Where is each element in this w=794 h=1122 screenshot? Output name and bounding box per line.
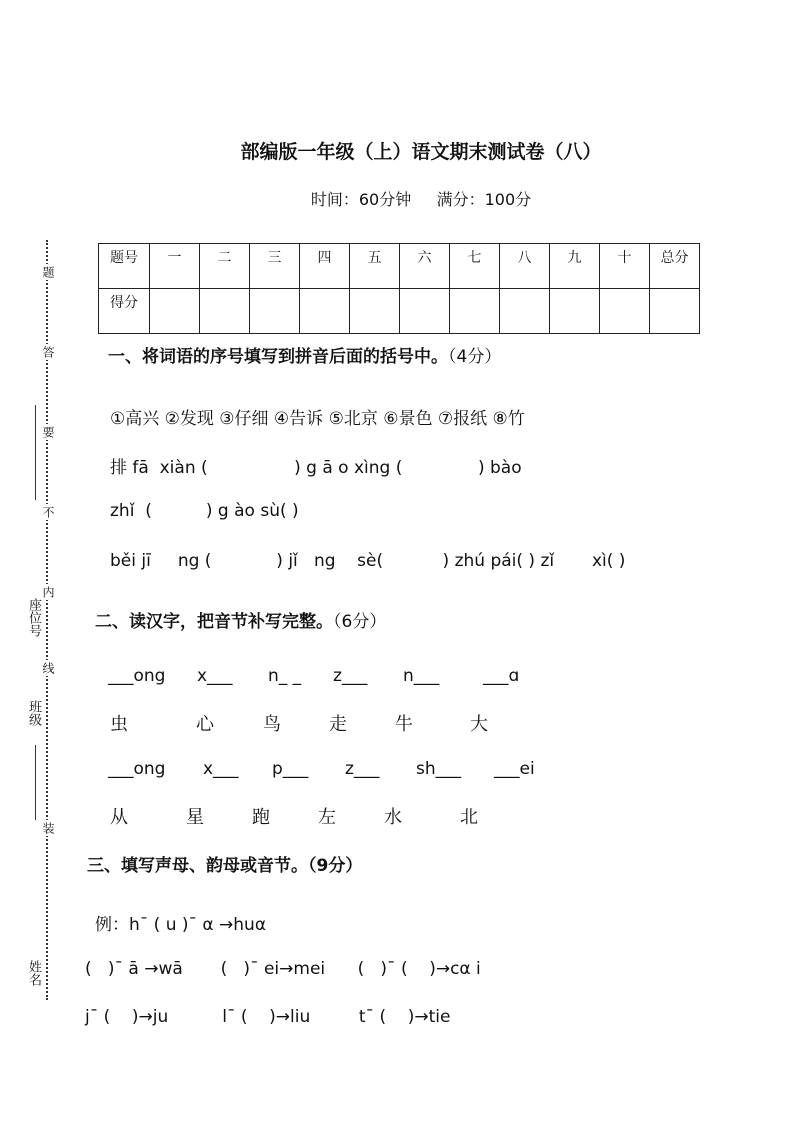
- section3-line-1: ( )¯ ā →wā ( )¯ ei→mei ( )¯ ( )→cα i: [85, 959, 481, 979]
- pinyin-blank-7: ___ong: [108, 759, 166, 779]
- binding-mark-yao: 要: [41, 426, 55, 438]
- col-9: 九: [550, 244, 600, 289]
- section1-pinyin-line-2: zhǐ ( ) g ào sù( ): [110, 501, 299, 521]
- pinyin-blank-8: x___: [203, 759, 239, 779]
- seat-number-label: 座位号: [26, 598, 41, 637]
- score-cell: [200, 289, 250, 334]
- hanzi-12: 北: [460, 807, 478, 828]
- pinyin-blank-1: ___ong: [108, 666, 166, 686]
- col-7: 七: [450, 244, 500, 289]
- binding-mark-xian: 线: [41, 662, 55, 674]
- section1-heading-text: 一、将词语的序号填写到拼音后面的括号中。: [108, 347, 448, 367]
- page-title: 部编版一年级（上）语文期末测试卷（八）: [240, 141, 602, 163]
- binding-mark-ti: 题: [41, 266, 55, 278]
- score-table-score-row: [99, 289, 700, 334]
- score-table: [98, 243, 700, 334]
- row-head-score: 得分: [99, 289, 150, 334]
- col-4: 四: [300, 244, 350, 289]
- section1-pinyin-line-3: běi jī ng ( ) jǐ ng sè( ) zhú pái( ) zǐ xì( ): [110, 551, 626, 571]
- hanzi-11: 水: [384, 807, 402, 828]
- score-cell: [550, 289, 600, 334]
- binding-rule-top: [35, 405, 36, 500]
- score-cell: [150, 289, 200, 334]
- hanzi-8: 星: [186, 807, 204, 828]
- hanzi-5: 牛: [395, 714, 413, 735]
- pinyin-blank-2: x___: [197, 666, 233, 686]
- hanzi-6: 大: [470, 714, 488, 735]
- score-cell: [300, 289, 350, 334]
- section2-heading-text: 二、读汉字，把音节补写完整。: [95, 612, 333, 632]
- exam-time-and-score: 时间：60分钟 满分：100分: [310, 190, 532, 209]
- score-cell: [400, 289, 450, 334]
- section1-points: （4分）: [448, 347, 502, 367]
- hanzi-2: 心: [196, 714, 214, 735]
- hanzi-1: 虫: [110, 714, 128, 735]
- section3-line-2: j¯ ( )→ju l¯ ( )→liu t¯ ( )→tie: [85, 1007, 451, 1027]
- pinyin-blank-9: p___: [272, 759, 309, 779]
- section2-heading: [95, 607, 386, 632]
- col-total: 总分: [650, 244, 700, 289]
- score-cell: [600, 289, 650, 334]
- pinyin-blank-12: ___ei: [494, 759, 535, 779]
- section3-example: 例：h¯ ( u )¯ α →huα: [95, 915, 267, 935]
- pinyin-blank-4: z___: [333, 666, 368, 686]
- section1-word-list: ①高兴 ②发现 ③仔细 ④告诉 ⑤北京 ⑥景色 ⑦报纸 ⑧竹: [110, 409, 525, 429]
- score-cell: [500, 289, 550, 334]
- col-3: 三: [250, 244, 300, 289]
- binding-mark-zhuang: 装: [41, 822, 55, 834]
- row-head-question-number: 题号: [99, 244, 150, 289]
- section2-points: （6分）: [333, 612, 387, 632]
- binding-mark-da: 答: [41, 346, 55, 358]
- section1-heading: [108, 342, 501, 367]
- hanzi-4: 走: [329, 714, 347, 735]
- class-label: 班级: [26, 700, 41, 726]
- score-cell: [650, 289, 700, 334]
- score-table-header-row: [99, 244, 700, 289]
- section3-heading: 三、填写声母、韵母或音节。（9分）: [87, 856, 363, 876]
- pinyin-blank-3: n_ _: [268, 666, 302, 686]
- binding-mark-bu: 不: [41, 506, 55, 518]
- hanzi-3: 鸟: [263, 714, 281, 735]
- score-cell: [450, 289, 500, 334]
- pinyin-blank-10: z___: [345, 759, 380, 779]
- score-cell: [350, 289, 400, 334]
- pinyin-blank-5: n___: [403, 666, 440, 686]
- pinyin-blank-6: ___ɑ: [483, 666, 520, 686]
- col-2: 二: [200, 244, 250, 289]
- binding-rule-mid: [35, 745, 36, 820]
- col-1: 一: [150, 244, 200, 289]
- section1-pinyin-line-1: 排 fā xiàn ( ) g ā o xìng ( ) bào: [110, 458, 522, 478]
- name-label: 姓名: [26, 960, 41, 986]
- binding-mark-nei: 内: [41, 586, 55, 598]
- col-6: 六: [400, 244, 450, 289]
- col-8: 八: [500, 244, 550, 289]
- score-cell: [250, 289, 300, 334]
- hanzi-10: 左: [318, 807, 336, 828]
- hanzi-7: 从: [110, 807, 128, 828]
- pinyin-blank-11: sh___: [416, 759, 462, 779]
- col-5: 五: [350, 244, 400, 289]
- col-10: 十: [600, 244, 650, 289]
- hanzi-9: 跑: [252, 807, 270, 828]
